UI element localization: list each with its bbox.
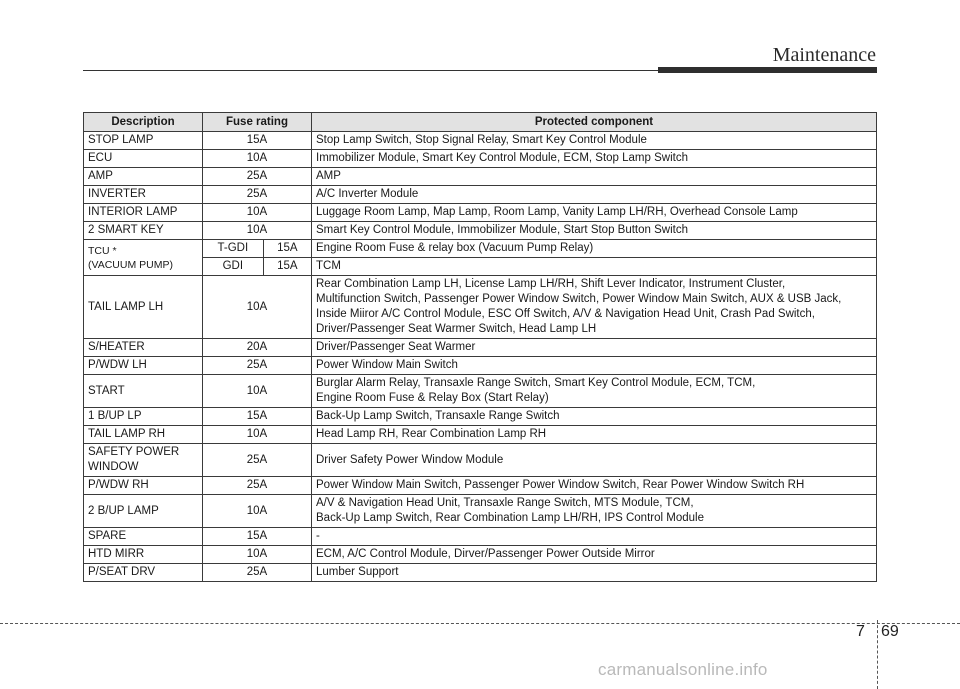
row-protected bbox=[312, 276, 877, 339]
row-protected: Luggage Room Lamp, Map Lamp, Room Lamp, Vanity Lamp LH/RH, Overhead Console Lamp bbox=[312, 204, 877, 222]
row-rating: 10A bbox=[203, 426, 312, 444]
row-protected bbox=[312, 375, 877, 408]
row-protected: Driver Safety Power Window Module bbox=[312, 444, 877, 477]
table-row bbox=[84, 222, 877, 240]
table-row bbox=[84, 564, 877, 582]
protected-line: Multifunction Switch, Passenger Power Window Switch, Power Window Main Switch, AUX & USB Jack, bbox=[316, 293, 842, 305]
tcu-sub-rating: 15A bbox=[263, 258, 311, 276]
table-row-tcu bbox=[84, 240, 877, 258]
row-rating: 25A bbox=[203, 444, 312, 477]
row-description: 2 SMART KEY bbox=[84, 222, 203, 240]
table-row bbox=[84, 477, 877, 495]
tcu-description bbox=[84, 240, 203, 276]
row-description: ECU bbox=[84, 150, 203, 168]
tcu-sub-type: T-GDI bbox=[203, 240, 264, 258]
table-row bbox=[84, 495, 877, 528]
row-protected: - bbox=[312, 528, 877, 546]
row-description: P/WDW LH bbox=[84, 357, 203, 375]
chapter-number: 7 bbox=[856, 623, 865, 640]
row-rating: 25A bbox=[203, 564, 312, 582]
row-rating: 10A bbox=[203, 150, 312, 168]
row-rating: 25A bbox=[203, 477, 312, 495]
tcu-description-line2: (VACUUM PUMP) bbox=[88, 258, 173, 271]
row-protected: Smart Key Control Module, Immobilizer Module, Start Stop Button Switch bbox=[312, 222, 877, 240]
row-description: START bbox=[84, 375, 203, 408]
row-rating: 15A bbox=[203, 528, 312, 546]
row-protected: Stop Lamp Switch, Stop Signal Relay, Smart Key Control Module bbox=[312, 132, 877, 150]
fuse-table bbox=[83, 112, 877, 582]
row-rating: 20A bbox=[203, 339, 312, 357]
protected-line: Inside Miiror A/C Control Module, ESC Off Switch, A/V & Navigation Head Unit, Crash Pad Switch, bbox=[316, 308, 815, 320]
row-protected: Driver/Passenger Seat Warmer bbox=[312, 339, 877, 357]
protected-line: Burglar Alarm Relay, Transaxle Range Switch, Smart Key Control Module, ECM, TCM, bbox=[316, 377, 756, 389]
header-accent-bar bbox=[658, 67, 877, 73]
row-rating: 10A bbox=[203, 375, 312, 408]
table-row bbox=[84, 546, 877, 564]
watermark: carmanualsonline.info bbox=[598, 660, 768, 679]
header-description: Description bbox=[84, 113, 203, 132]
tcu-sub-type: GDI bbox=[203, 258, 264, 276]
tcu-sub-protected: TCM bbox=[312, 258, 877, 276]
row-rating: 25A bbox=[203, 168, 312, 186]
table-header-row bbox=[84, 113, 877, 132]
row-rating: 10A bbox=[203, 204, 312, 222]
page-number: 69 bbox=[881, 623, 899, 640]
protected-line: Rear Combination Lamp LH, License Lamp LH/RH, Shift Lever Indicator, Instrument Cluster, bbox=[316, 278, 786, 290]
protected-line: Back-Up Lamp Switch, Rear Combination Lamp LH/RH, IPS Control Module bbox=[316, 512, 704, 524]
row-protected: Power Window Main Switch, Passenger Power Window Switch, Rear Power Window Switch RH bbox=[312, 477, 877, 495]
row-description: SPARE bbox=[84, 528, 203, 546]
row-description: STOP LAMP bbox=[84, 132, 203, 150]
row-description: S/HEATER bbox=[84, 339, 203, 357]
row-protected: ECM, A/C Control Module, Dirver/Passenger Power Outside Mirror bbox=[312, 546, 877, 564]
header-fuse-rating: Fuse rating bbox=[203, 113, 312, 132]
table-row bbox=[84, 186, 877, 204]
table-row bbox=[84, 168, 877, 186]
row-description: 1 B/UP LP bbox=[84, 408, 203, 426]
table-row bbox=[84, 408, 877, 426]
row-protected: AMP bbox=[312, 168, 877, 186]
row-description: TAIL LAMP LH bbox=[84, 276, 203, 339]
protected-line: Driver/Passenger Seat Warmer Switch, Head Lamp LH bbox=[316, 323, 597, 335]
row-rating: 10A bbox=[203, 276, 312, 339]
row-protected: Back-Up Lamp Switch, Transaxle Range Switch bbox=[312, 408, 877, 426]
row-rating: 25A bbox=[203, 186, 312, 204]
table-row bbox=[84, 357, 877, 375]
row-protected bbox=[312, 495, 877, 528]
table-row bbox=[84, 528, 877, 546]
row-protected: Head Lamp RH, Rear Combination Lamp RH bbox=[312, 426, 877, 444]
table-row bbox=[84, 375, 877, 408]
row-description: INTERIOR LAMP bbox=[84, 204, 203, 222]
row-description: INVERTER bbox=[84, 186, 203, 204]
row-protected: Power Window Main Switch bbox=[312, 357, 877, 375]
row-description: AMP bbox=[84, 168, 203, 186]
table-row bbox=[84, 444, 877, 477]
row-description: HTD MIRR bbox=[84, 546, 203, 564]
row-rating: 15A bbox=[203, 132, 312, 150]
description-line: WINDOW bbox=[88, 461, 139, 473]
row-description bbox=[84, 444, 203, 477]
protected-line: Engine Room Fuse & Relay Box (Start Relay) bbox=[316, 392, 549, 404]
section-title: Maintenance bbox=[772, 44, 876, 66]
row-protected: A/C Inverter Module bbox=[312, 186, 877, 204]
header-protected-component: Protected component bbox=[312, 113, 877, 132]
row-protected: Immobilizer Module, Smart Key Control Module, ECM, Stop Lamp Switch bbox=[312, 150, 877, 168]
row-rating: 10A bbox=[203, 495, 312, 528]
row-description: TAIL LAMP RH bbox=[84, 426, 203, 444]
row-rating: 25A bbox=[203, 357, 312, 375]
table-row bbox=[84, 132, 877, 150]
table-row-tcu bbox=[84, 258, 877, 276]
description-line: SAFETY POWER bbox=[88, 446, 180, 458]
row-rating: 15A bbox=[203, 408, 312, 426]
footer-divider bbox=[877, 620, 878, 689]
row-rating: 10A bbox=[203, 222, 312, 240]
table-row bbox=[84, 339, 877, 357]
row-description: 2 B/UP LAMP bbox=[84, 495, 203, 528]
table-row bbox=[84, 204, 877, 222]
table-row bbox=[84, 426, 877, 444]
row-protected: Lumber Support bbox=[312, 564, 877, 582]
row-description: P/WDW RH bbox=[84, 477, 203, 495]
row-rating: 10A bbox=[203, 546, 312, 564]
footer-rule bbox=[0, 623, 960, 624]
tcu-sub-rating: 15A bbox=[263, 240, 311, 258]
row-description: P/SEAT DRV bbox=[84, 564, 203, 582]
tcu-description-line1: TCU * bbox=[88, 244, 117, 257]
table-row bbox=[84, 150, 877, 168]
tcu-sub-protected: Engine Room Fuse & relay box (Vacuum Pump Relay) bbox=[312, 240, 877, 258]
protected-line: A/V & Navigation Head Unit, Transaxle Range Switch, MTS Module, TCM, bbox=[316, 497, 694, 509]
table-row bbox=[84, 276, 877, 339]
